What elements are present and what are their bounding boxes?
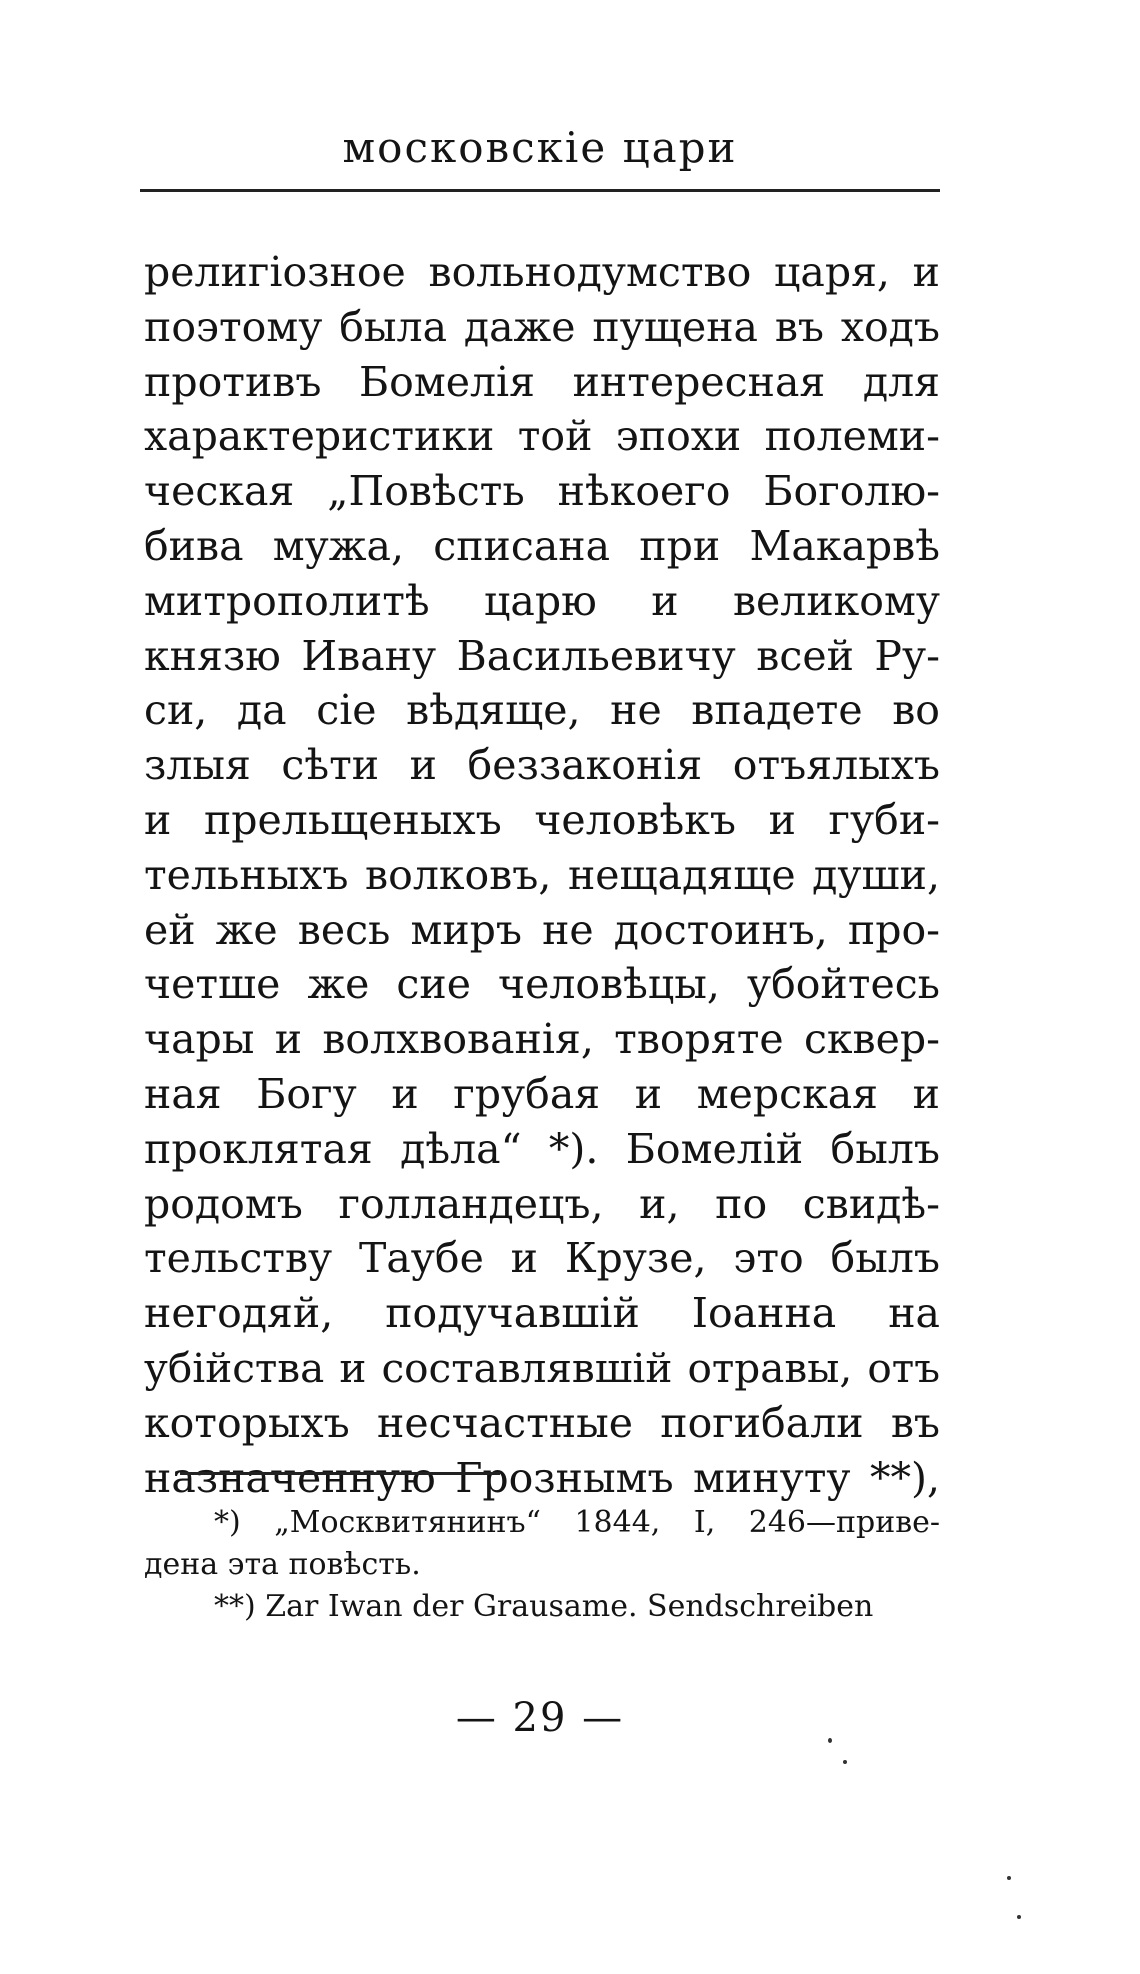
text-line: князю Ивану Васильевичу всей Ру- — [144, 631, 940, 680]
header-rule — [140, 189, 940, 192]
text-line: митрополитѣ царю и великому — [144, 576, 940, 625]
text-line: убійства и составлявшій отравы, отъ — [144, 1343, 940, 1392]
text-line: четше же сие человѣцы, убойтесь — [144, 960, 940, 1009]
paper-speck — [828, 1738, 832, 1743]
text-line: родомъ голландецъ, и, по свидѣ- — [144, 1179, 940, 1228]
text-line: религіозное вольнодумство царя, и — [144, 248, 940, 296]
text-line: злыя сѣти и беззаконія отъялыхъ — [144, 741, 940, 790]
text-line: чары и волхвованія, творяте сквер- — [144, 1015, 940, 1064]
paper-speck — [1017, 1915, 1021, 1919]
text-line: бива мужа, списана при Макарвѣ — [144, 521, 940, 570]
text-line: и прельщеныхъ человѣкъ и губи- — [144, 795, 940, 844]
text-line: назначенную Грознымъ минуту **), — [144, 1453, 940, 1502]
text-line: ная Богу и грубая и мерская и — [144, 1069, 940, 1118]
paper-speck — [1007, 1876, 1011, 1880]
body-text — [144, 245, 940, 1505]
text-line: негодяй, подучавшій Іоанна на — [144, 1289, 940, 1338]
text-line: тельныхъ волковъ, нещадяще души, — [144, 850, 940, 899]
text-line: си, да сіе вѣдяще, не впадете во — [144, 686, 940, 735]
text-line: ей же весь миръ не достоинъ, про- — [144, 905, 940, 954]
footnote-line: дена эта повѣсть. — [144, 1547, 421, 1582]
text-line: которыхъ несчастные погибали въ — [144, 1398, 940, 1447]
text-line: характеристики той эпохи полеми- — [144, 412, 940, 461]
footnote-rule — [180, 1472, 500, 1475]
paper-speck — [843, 1760, 847, 1764]
text-line: проклятая дѣла“ *). Бомелій былъ — [144, 1124, 940, 1173]
text-line: ческая „Повѣсть нѣкоего Боголю- — [144, 467, 940, 516]
footnote-line: **) Zar Iwan der Grausame. Sendschreiben — [214, 1589, 874, 1624]
footnote-line: *) „Москвитянинъ“ 1844, I, 246—приве- — [214, 1505, 940, 1540]
text-line: поэтому была даже пущена въ ходъ — [144, 302, 940, 351]
text-line: противъ Бомелія интересная для — [144, 357, 940, 406]
page-number: — 29 — — [455, 1695, 625, 1741]
running-head: московскіе цари — [342, 123, 738, 172]
footnotes — [144, 1502, 940, 1628]
text-line: тельству Таубе и Крузе, это былъ — [144, 1234, 940, 1283]
